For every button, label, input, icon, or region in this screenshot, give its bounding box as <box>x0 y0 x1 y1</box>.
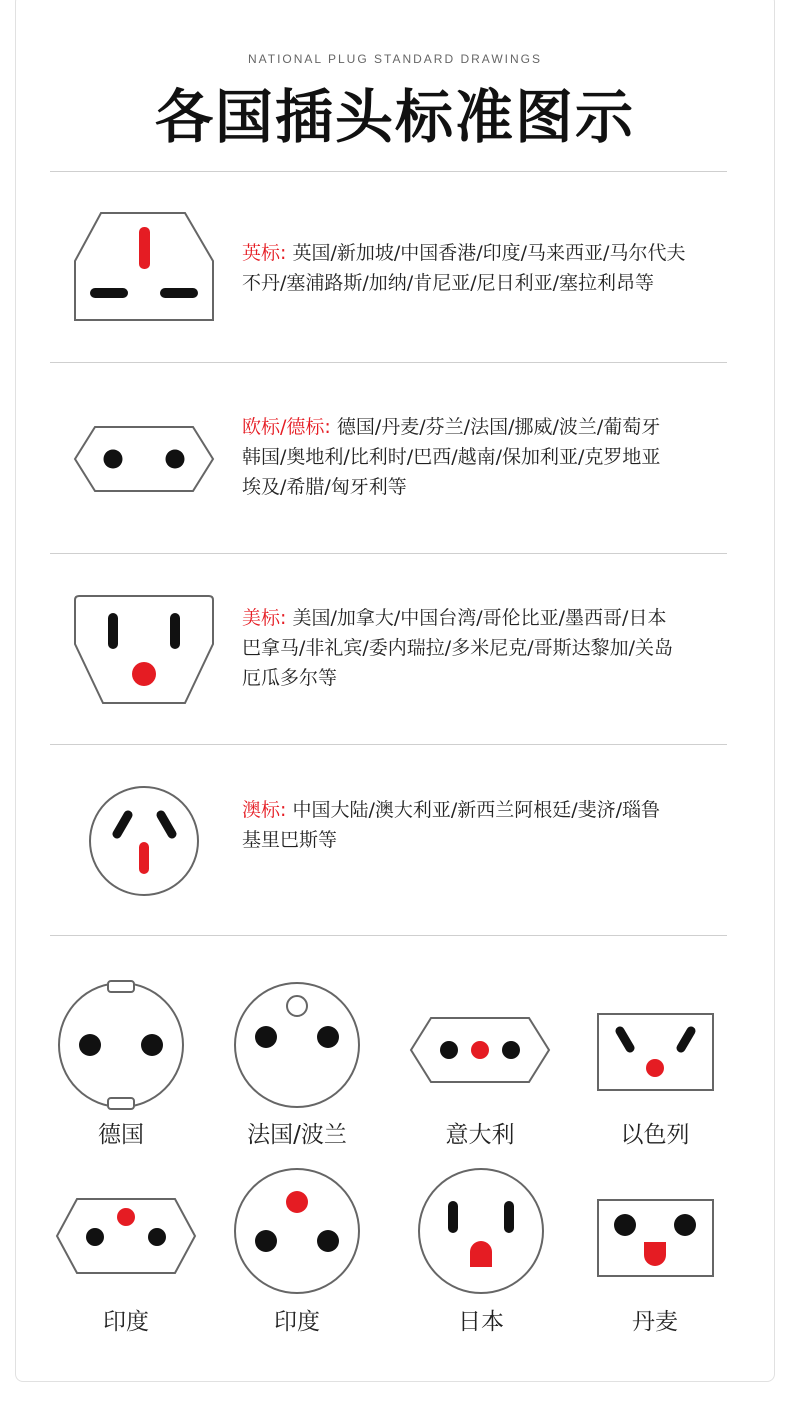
divider <box>50 362 727 363</box>
au-plug-icon <box>88 785 200 897</box>
uk-countries: 英国/新加坡/中国香港/印度/马来西亚/马尔代夫 <box>292 242 686 264</box>
italy-plug-icon <box>409 1016 551 1084</box>
us-countries-cont: 巴拿马/非礼宾/委内瑞拉/多米尼克/哥斯达黎加/关岛 <box>242 637 674 659</box>
uk-plug-icon <box>73 211 215 323</box>
eu-countries: 德国/丹麦/芬兰/法国/挪威/波兰/葡萄牙 <box>336 416 661 438</box>
caption-germany: 德国 <box>98 1122 144 1148</box>
us-label: 美标: <box>242 607 287 629</box>
divider <box>50 553 727 554</box>
israel-plug-icon <box>597 1013 714 1091</box>
japan-plug-icon <box>416 1166 546 1296</box>
page-subtitle: NATIONAL PLUG STANDARD DRAWINGS <box>247 52 543 66</box>
caption-france-poland: 法国/波兰 <box>247 1122 347 1148</box>
uk-description <box>242 238 712 298</box>
uk-countries-cont: 不丹/塞浦路斯/加纳/肯尼亚/尼日利亚/塞拉利昂等 <box>242 272 655 294</box>
divider <box>50 935 727 936</box>
eu-label: 欧标/德标: <box>242 416 331 438</box>
us-plug-icon <box>73 594 215 706</box>
india-round-plug-icon <box>232 1166 362 1296</box>
caption-japan: 日本 <box>458 1309 504 1335</box>
caption-denmark: 丹麦 <box>632 1309 678 1335</box>
caption-india-1: 印度 <box>103 1309 149 1335</box>
au-countries: 中国大陆/澳大利亚/新西兰阿根廷/斐济/瑙鲁 <box>292 799 661 821</box>
caption-israel: 以色列 <box>620 1122 690 1148</box>
eu-description <box>242 412 712 502</box>
divider <box>50 171 727 172</box>
us-countries: 美国/加拿大/中国台湾/哥伦比亚/墨西哥/日本 <box>292 607 667 629</box>
caption-india-2: 印度 <box>274 1309 320 1335</box>
au-label: 澳标: <box>242 799 287 821</box>
caption-italy: 意大利 <box>445 1122 515 1148</box>
france-poland-plug-icon <box>232 980 362 1110</box>
us-countries-cont: 厄瓜多尔等 <box>242 667 338 689</box>
us-description <box>242 603 712 693</box>
germany-plug-icon <box>56 980 186 1110</box>
divider <box>50 744 727 745</box>
au-countries-cont: 基里巴斯等 <box>242 829 338 851</box>
eu-countries-cont: 韩国/奥地利/比利时/巴西/越南/保加利亚/克罗地亚 <box>242 446 661 468</box>
india-hex-plug-icon <box>55 1196 197 1276</box>
eu-countries-cont: 埃及/希腊/匈牙利等 <box>242 476 407 498</box>
au-description <box>242 795 712 855</box>
eu-plug-icon <box>73 425 215 493</box>
denmark-plug-icon <box>597 1199 714 1277</box>
uk-label: 英标: <box>242 242 287 264</box>
page-title: 各国插头标准图示 <box>154 83 635 151</box>
